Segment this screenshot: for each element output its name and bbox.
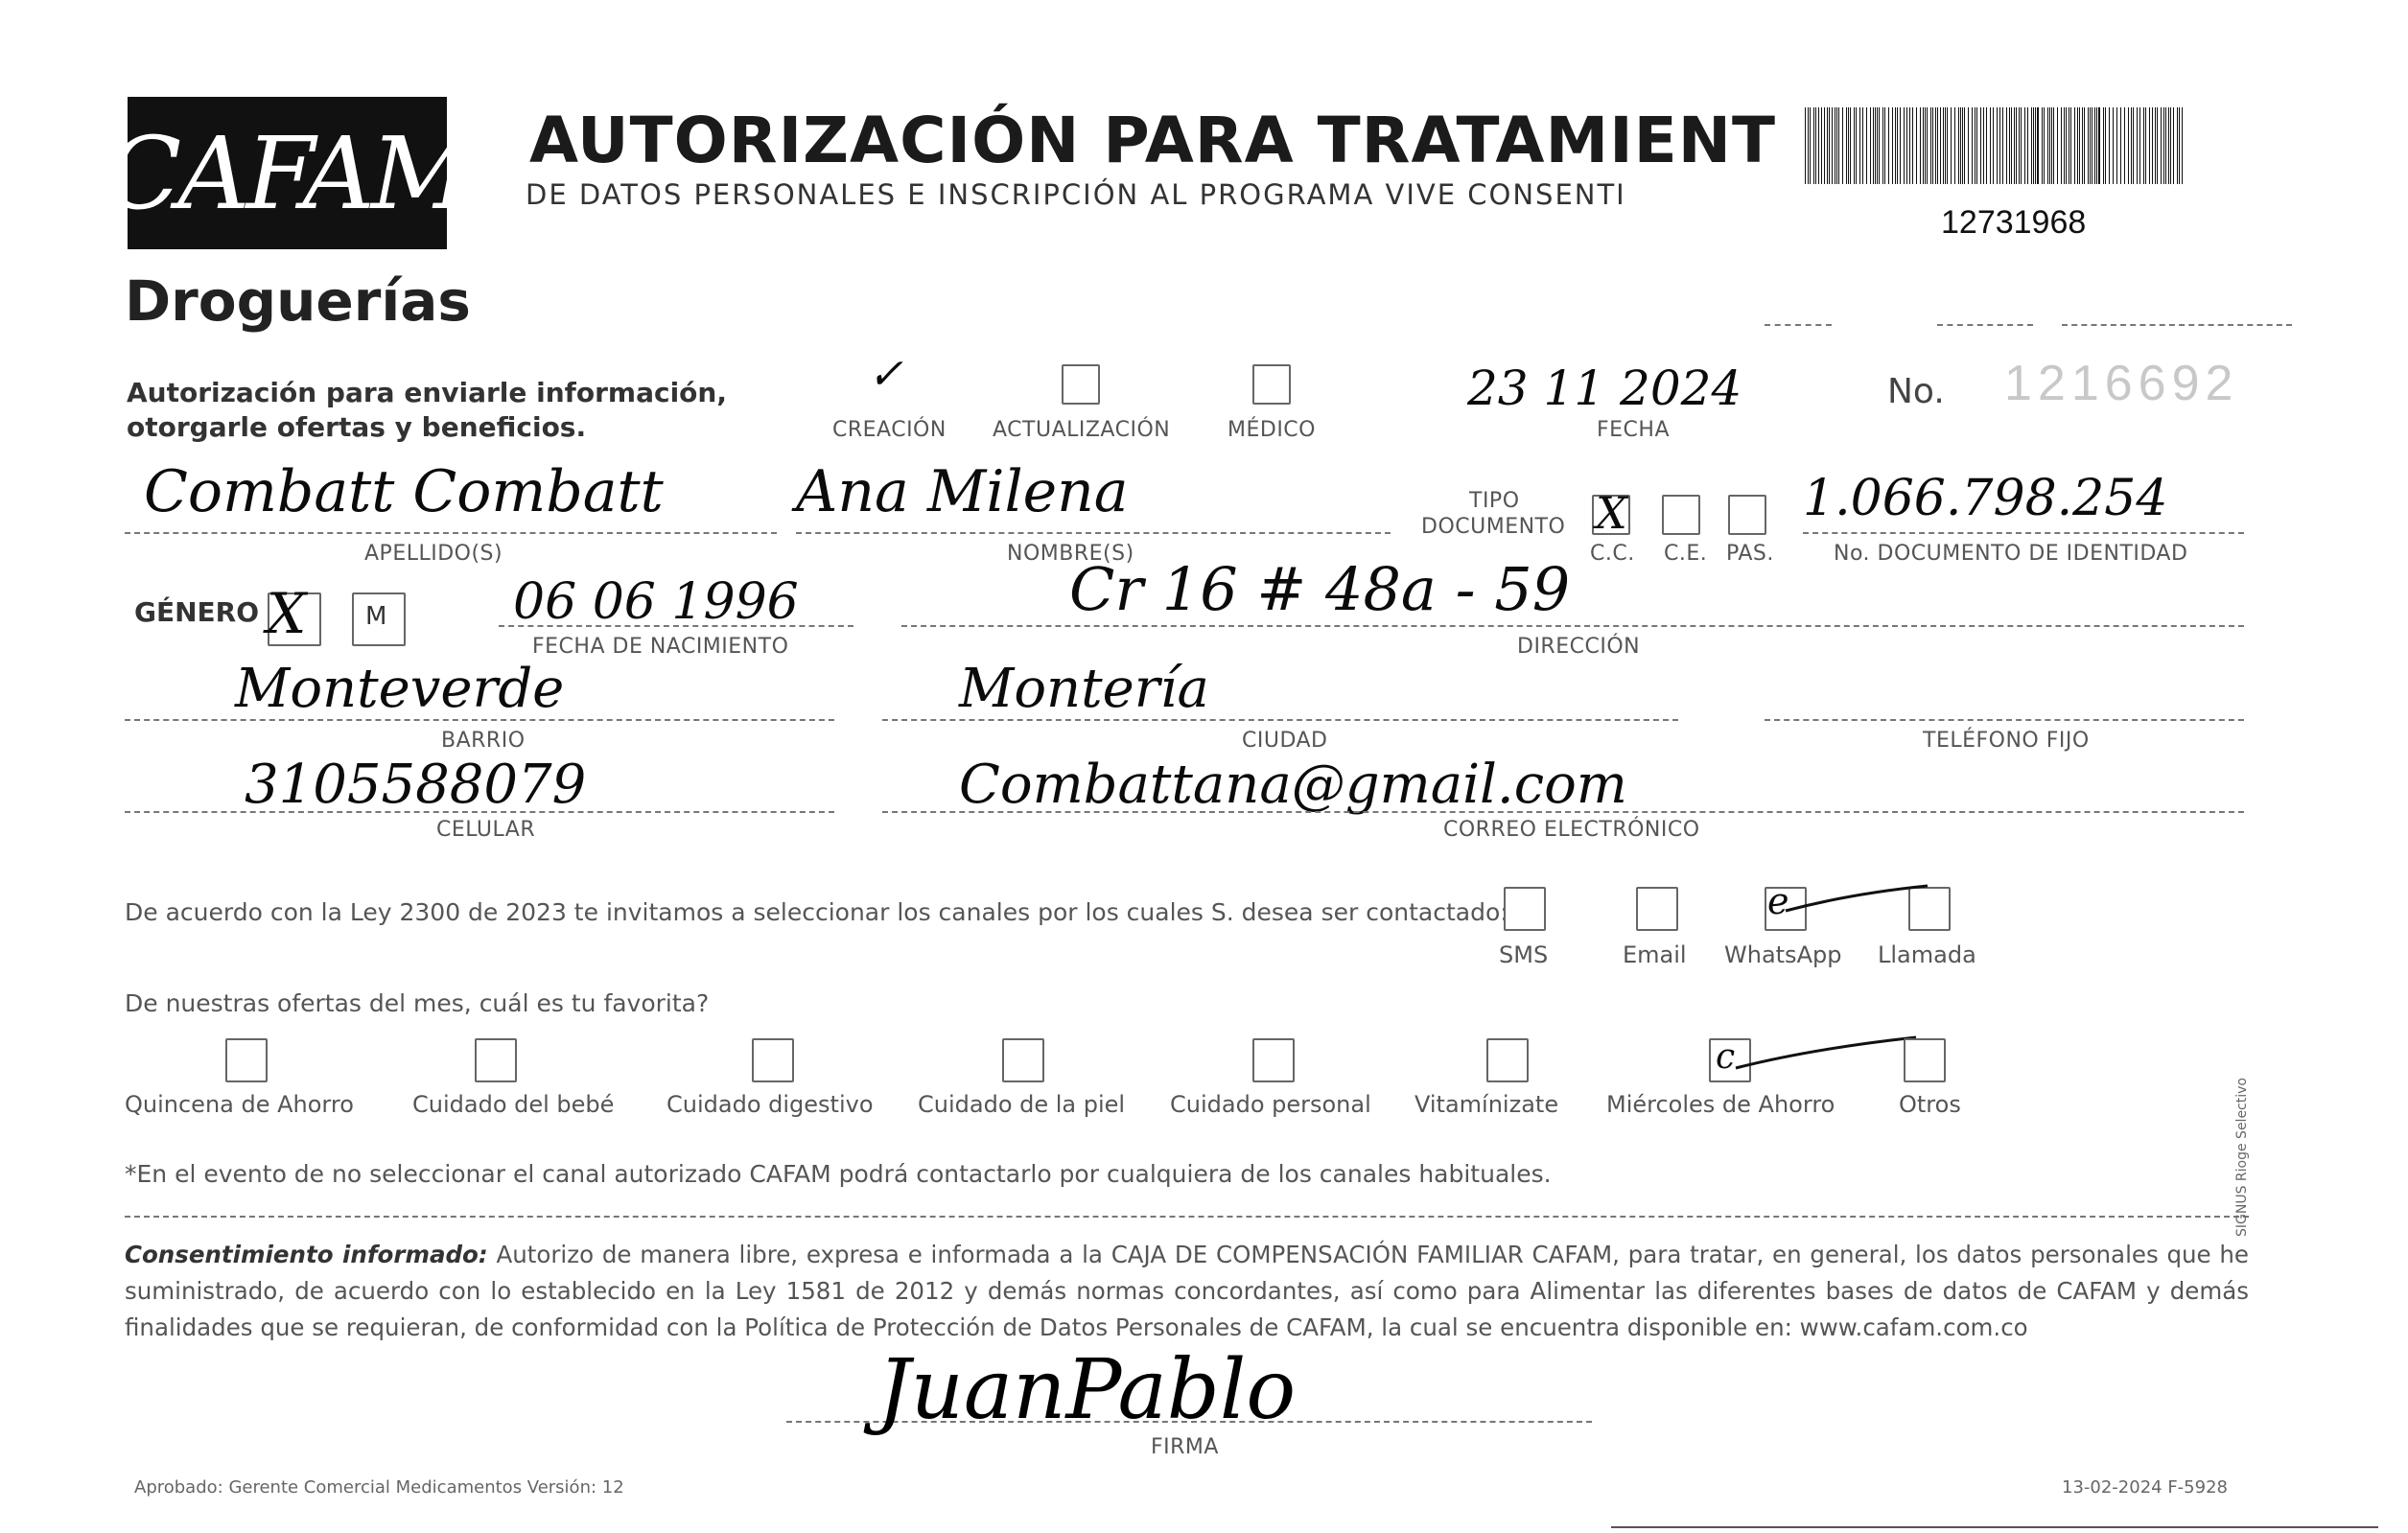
fecha-label: FECHA: [1597, 418, 1671, 442]
barcode-bar: [2157, 107, 2158, 184]
celular-value[interactable]: 3105588079: [245, 754, 587, 816]
direccion-value[interactable]: Cr 16 # 48a - 59: [1069, 554, 1571, 624]
barcode-bar: [2053, 107, 2054, 184]
cc-mark: X: [1596, 487, 1627, 539]
barcode-bar: [1832, 107, 1833, 184]
barcode-bar: [1916, 107, 1917, 184]
consent-heading: Consentimiento informado:: [125, 1241, 488, 1268]
offer-checkbox-digestivo[interactable]: [752, 1038, 794, 1082]
barcode-bar: [2145, 107, 2146, 184]
barcode-bar: [2066, 107, 2067, 184]
tipo-label: TIPO: [1469, 489, 1520, 513]
pas-checkbox[interactable]: [1728, 495, 1766, 535]
divider: [125, 1216, 2249, 1218]
actualizacion-label: ACTUALIZACIÓN: [993, 418, 1171, 442]
barcode-bar: [1875, 107, 1876, 184]
offer-label-miercoles: Miércoles de Ahorro: [1606, 1091, 1835, 1118]
barcode-bar: [2074, 107, 2075, 184]
pas-label: PAS.: [1726, 542, 1774, 566]
barcode-bar: [2152, 107, 2153, 184]
nombres-value[interactable]: Ana Milena: [796, 458, 1129, 525]
barcode-bar: [1884, 107, 1885, 184]
whatsapp-mark: e: [1767, 880, 1789, 922]
documento-value[interactable]: 1.066.798.254: [1803, 470, 2168, 527]
barcode-bar: [1846, 107, 1847, 184]
apellidos-label: APELLIDO(S): [364, 542, 503, 566]
barcode-bar: [2105, 107, 2106, 184]
barcode-bar: [1943, 107, 1944, 184]
offer-checkbox-vitaminizate[interactable]: [1486, 1038, 1529, 1082]
authorization-note-line: Autorización para enviarle información,: [127, 377, 727, 408]
barcode-bar: [1906, 107, 1907, 184]
barcode-bar: [1900, 107, 1901, 184]
barcode-bar: [2021, 107, 2022, 184]
barcode-bar: [1932, 107, 1933, 184]
barcode-bar: [2031, 107, 2032, 184]
barcode-bar: [2061, 107, 2062, 184]
nombres-label: NOMBRE(S): [1007, 542, 1134, 566]
barcode-bar: [2173, 107, 2174, 184]
footer-approval: Aprobado: Gerente Comercial Medicamentos Versión: 12: [134, 1477, 624, 1498]
barcode-bar: [1986, 107, 1987, 184]
barcode-bar: [1888, 107, 1889, 184]
barcode-bar: [1859, 107, 1860, 184]
barcode-bar: [1824, 107, 1825, 184]
miercoles-stroke-icon: [1734, 1030, 1926, 1074]
barcode-bar: [1870, 107, 1871, 184]
offer-checkbox-quincena[interactable]: [225, 1038, 268, 1082]
direccion-line: [901, 625, 2244, 627]
channel-footnote: *En el evento de no seleccionar el canal autorizado CAFAM podrá contactarlo por cualquiera de los canales habituales.: [125, 1160, 1552, 1188]
barcode-bar: [2161, 107, 2162, 184]
barcode-bar: [2094, 107, 2095, 184]
barcode-bar: [1920, 107, 1921, 184]
barcode-bar: [1935, 107, 1936, 184]
barcode-bar: [2088, 107, 2089, 184]
barcode-bar: [1827, 107, 1828, 184]
offer-label-vitaminizate: Vitamínizate: [1414, 1091, 1559, 1118]
barcode-bar: [2047, 107, 2048, 184]
sms-checkbox[interactable]: [1504, 887, 1546, 931]
barcode-bar: [2051, 107, 2052, 184]
barcode-bar: [1962, 107, 1963, 184]
barcode-bar: [1925, 107, 1926, 184]
fecha-value[interactable]: 23 11 2024: [1467, 360, 1742, 416]
barcode-bar: [1829, 107, 1830, 184]
barcode-bar: [2049, 107, 2050, 184]
barcode-bar: [2163, 107, 2164, 184]
offer-checkbox-personal[interactable]: [1252, 1038, 1295, 1082]
barcode-bar: [2016, 107, 2017, 184]
nacimiento-value[interactable]: 06 06 1996: [513, 573, 799, 631]
consent-text: Autorizo de manera libre, expresa e informada a la CAJA DE COMPENSACIÓN FAMILIAR CAFAM, para tratar, en general, los datos personales que he suministrado, de acuerdo con lo establecido en la Ley 1581 de 2012 y demás normas concordantes, así como para Alimentar las diferentes bases de datos de CAFAM y demás finalidades que se requieran, de conformidad con la Política de Protección de Datos Personales de CAFAM, la cual se encuentra disponible en: www.cafam.com.co: [125, 1241, 2249, 1341]
barcode-bar: [2009, 107, 2010, 184]
barcode-bar: [2011, 107, 2012, 184]
barcode-bar: [1805, 107, 1806, 184]
barcode-bar: [2033, 107, 2034, 184]
divider: [2062, 324, 2292, 326]
nacimiento-line: [499, 625, 853, 627]
offer-label-otros: Otros: [1899, 1091, 1961, 1118]
correo-value[interactable]: Combattana@gmail.com: [959, 754, 1627, 816]
barcode-bar: [1879, 107, 1880, 184]
side-marking: SIGNUS Rioge Selectivo: [2234, 1078, 2250, 1237]
celular-label: CELULAR: [436, 818, 536, 842]
barcode-bar: [1850, 107, 1851, 184]
barcode-bar: [1976, 107, 1977, 184]
form-subtitle: DE DATOS PERSONALES E INSCRIPCIÓN AL PROGRAMA VIVE CONSENTI: [526, 178, 1626, 211]
barcode-bar: [2082, 107, 2083, 184]
medico-checkbox[interactable]: [1252, 364, 1291, 405]
whatsapp-stroke-icon: [1784, 880, 1937, 918]
barcode-bar: [1821, 107, 1822, 184]
barcode-bar: [2057, 107, 2058, 184]
divider: [1765, 324, 1832, 326]
barcode-bar: [1836, 107, 1837, 184]
offer-label-bebe: Cuidado del bebé: [412, 1091, 615, 1118]
barcode-bar: [2014, 107, 2015, 184]
barcode-bar: [1937, 107, 1938, 184]
barcode-bar: [2168, 107, 2169, 184]
barcode-number: 12731968: [1941, 204, 2087, 241]
offer-checkbox-otros[interactable]: [1904, 1038, 1946, 1082]
scan-edge-line: [1611, 1526, 2378, 1528]
barcode-icon: [1805, 107, 2186, 184]
barcode-bar: [2179, 107, 2180, 184]
celular-line: [125, 811, 834, 813]
barrio-label: BARRIO: [441, 729, 526, 753]
barcode-bar: [1854, 107, 1855, 184]
barcode-bar: [2149, 107, 2150, 184]
barcode-bar: [1958, 107, 1959, 184]
barcode-bar: [2139, 107, 2140, 184]
barcode-bar: [1912, 107, 1913, 184]
barcode-bar: [2070, 107, 2071, 184]
barcode-bar: [1999, 107, 2000, 184]
barcode-bar: [2133, 107, 2134, 184]
barcode-bar: [2170, 107, 2171, 184]
barcode-bar: [1993, 107, 1994, 184]
barcode-bar: [1897, 107, 1898, 184]
genero-f-mark: X: [267, 581, 307, 646]
documento-label: No. DOCUMENTO DE IDENTIDAD: [1834, 542, 2188, 566]
ce-label: C.E.: [1664, 542, 1708, 566]
authorization-note: [127, 376, 779, 445]
barcode-bar: [1813, 107, 1814, 184]
barcode-bar: [1862, 107, 1863, 184]
barcode-bar: [2035, 107, 2036, 184]
direccion-label: DIRECCIÓN: [1517, 635, 1641, 659]
creacion-label: CREACIÓN: [832, 418, 947, 442]
barcode-bar: [1968, 107, 1969, 184]
barcode-bar: [2124, 107, 2125, 184]
offer-checkbox-bebe[interactable]: [475, 1038, 517, 1082]
signature-value[interactable]: JuanPablo: [877, 1342, 1297, 1438]
barcode-bar: [2128, 107, 2129, 184]
barcode-bar: [2116, 107, 2117, 184]
barcode-bar: [2155, 107, 2156, 184]
barcode-bar: [2024, 107, 2025, 184]
actualizacion-checkbox[interactable]: [1062, 364, 1100, 405]
barcode-bar: [1808, 107, 1809, 184]
email-label: Email: [1623, 941, 1687, 968]
barcode-bar: [2019, 107, 2020, 184]
barcode-bar: [1923, 107, 1924, 184]
barcode-bar: [1815, 107, 1816, 184]
barcode-bar: [2143, 107, 2144, 184]
barcode-bar: [2103, 107, 2104, 184]
cc-label: C.C.: [1590, 542, 1635, 566]
barcode-bar: [1856, 107, 1857, 184]
barcode-bar: [1997, 107, 1998, 184]
sms-label: SMS: [1499, 941, 1549, 968]
barrio-value[interactable]: Monteverde: [235, 658, 565, 720]
barcode-bar: [1842, 107, 1843, 184]
whatsapp-label: WhatsApp: [1724, 941, 1842, 968]
documento-line: [1803, 532, 2244, 534]
barcode-bar: [1940, 107, 1941, 184]
barcode-bar: [1990, 107, 1991, 184]
barcode-bar: [2090, 107, 2091, 184]
telefono-line: [1765, 719, 2244, 721]
barcode-bar: [2006, 107, 2007, 184]
barcode-bar: [1930, 107, 1931, 184]
offer-label-piel: Cuidado de la piel: [918, 1091, 1126, 1118]
barcode-bar: [1848, 107, 1849, 184]
medico-label: MÉDICO: [1227, 418, 1316, 442]
barcode-bar: [1945, 107, 1946, 184]
offer-checkbox-piel[interactable]: [1002, 1038, 1044, 1082]
form-title: AUTORIZACIÓN PARA TRATAMIENT: [529, 104, 1777, 177]
barcode-bar: [1838, 107, 1839, 184]
barcode-bar: [2037, 107, 2039, 184]
barcode-bar: [1909, 107, 1910, 184]
consent-paragraph: [125, 1237, 2249, 1346]
barcode-bar: [2098, 107, 2100, 184]
telefono-label: TELÉFONO FIJO: [1923, 729, 2090, 753]
brand-subtitle: Droguerías: [125, 268, 471, 334]
divider: [1937, 324, 2033, 326]
barcode-bar: [2113, 107, 2114, 184]
documento-tipo-label: DOCUMENTO: [1421, 515, 1566, 539]
barcode-bar: [1810, 107, 1811, 184]
barcode-bar: [2096, 107, 2097, 184]
barcode-bar: [2042, 107, 2043, 184]
apellidos-value[interactable]: Combatt Combatt: [144, 458, 664, 525]
genero-m-label: M: [365, 602, 387, 631]
barcode-bar: [1818, 107, 1819, 184]
barcode-bar: [1951, 107, 1952, 184]
barcode-bar: [1882, 107, 1883, 184]
barcode-bar: [2120, 107, 2121, 184]
form-number-label: No.: [1887, 372, 1945, 411]
barcode-bar: [1904, 107, 1905, 184]
miercoles-mark: c: [1716, 1037, 1736, 1077]
cafam-logo: [105, 97, 470, 249]
offer-label-personal: Cuidado personal: [1170, 1091, 1371, 1118]
barcode-bar: [2137, 107, 2138, 184]
barcode-bar: [2084, 107, 2085, 184]
offer-label-quincena: Quincena de Ahorro: [125, 1091, 354, 1118]
barcode-bar: [1892, 107, 1893, 184]
barcode-bar: [2182, 107, 2183, 184]
apellidos-line: [125, 532, 777, 534]
ciudad-value[interactable]: Montería: [959, 658, 1209, 720]
correo-label: CORREO ELECTRÓNICO: [1443, 818, 1700, 842]
barcode-bar: [1972, 107, 1973, 184]
genero-label: GÉNERO: [134, 596, 260, 628]
barcode-bar: [2131, 107, 2132, 184]
ciudad-line: [882, 719, 1678, 721]
barcode-bar: [2044, 107, 2045, 184]
barcode-bar: [1964, 107, 1965, 184]
correo-line: [882, 811, 2244, 813]
form-number-value: 1216692: [2004, 356, 2239, 411]
barcode-bar: [1927, 107, 1928, 184]
barcode-bar: [2165, 107, 2166, 184]
nombres-line: [796, 532, 1391, 534]
ciudad-label: CIUDAD: [1242, 729, 1328, 753]
logo-text: CAFAM: [105, 114, 470, 232]
barcode-bar: [2109, 107, 2110, 184]
barcode-bar: [2064, 107, 2065, 184]
barcode-bar: [2002, 107, 2003, 184]
llamada-label: Llamada: [1878, 941, 1976, 968]
barcode-bar: [1980, 107, 1981, 184]
barcode-bar: [1947, 107, 1948, 184]
barcode-bar: [1954, 107, 1955, 184]
footer-code: 13-02-2024 F-5928: [2062, 1477, 2228, 1498]
barcode-bar: [1983, 107, 1984, 184]
creacion-checkmark: ✓: [868, 350, 903, 399]
channels-question: De acuerdo con la Ley 2300 de 2023 te invitamos a seleccionar los canales por los cuales S. desea ser contactado:: [125, 898, 1508, 926]
barcode-bar: [1877, 107, 1878, 184]
barcode-bar: [2077, 107, 2078, 184]
barcode-bar: [1873, 107, 1874, 184]
barcode-bar: [2027, 107, 2028, 184]
signature-label: FIRMA: [1151, 1435, 1219, 1459]
authorization-note-line: otorgarle ofertas y beneficios.: [127, 411, 587, 443]
barcode-bar: [2177, 107, 2178, 184]
email-checkbox[interactable]: [1636, 887, 1678, 931]
barcode-bar: [2079, 107, 2080, 184]
offer-label-digestivo: Cuidado digestivo: [666, 1091, 874, 1118]
ce-checkbox[interactable]: [1662, 495, 1700, 535]
barrio-line: [125, 719, 834, 721]
nacimiento-label: FECHA DE NACIMIENTO: [532, 635, 789, 659]
barcode-bar: [1960, 107, 1961, 184]
barcode-bar: [1866, 107, 1867, 184]
barcode-bar: [1895, 107, 1896, 184]
offers-question: De nuestras ofertas del mes, cuál es tu favorita?: [125, 989, 710, 1017]
